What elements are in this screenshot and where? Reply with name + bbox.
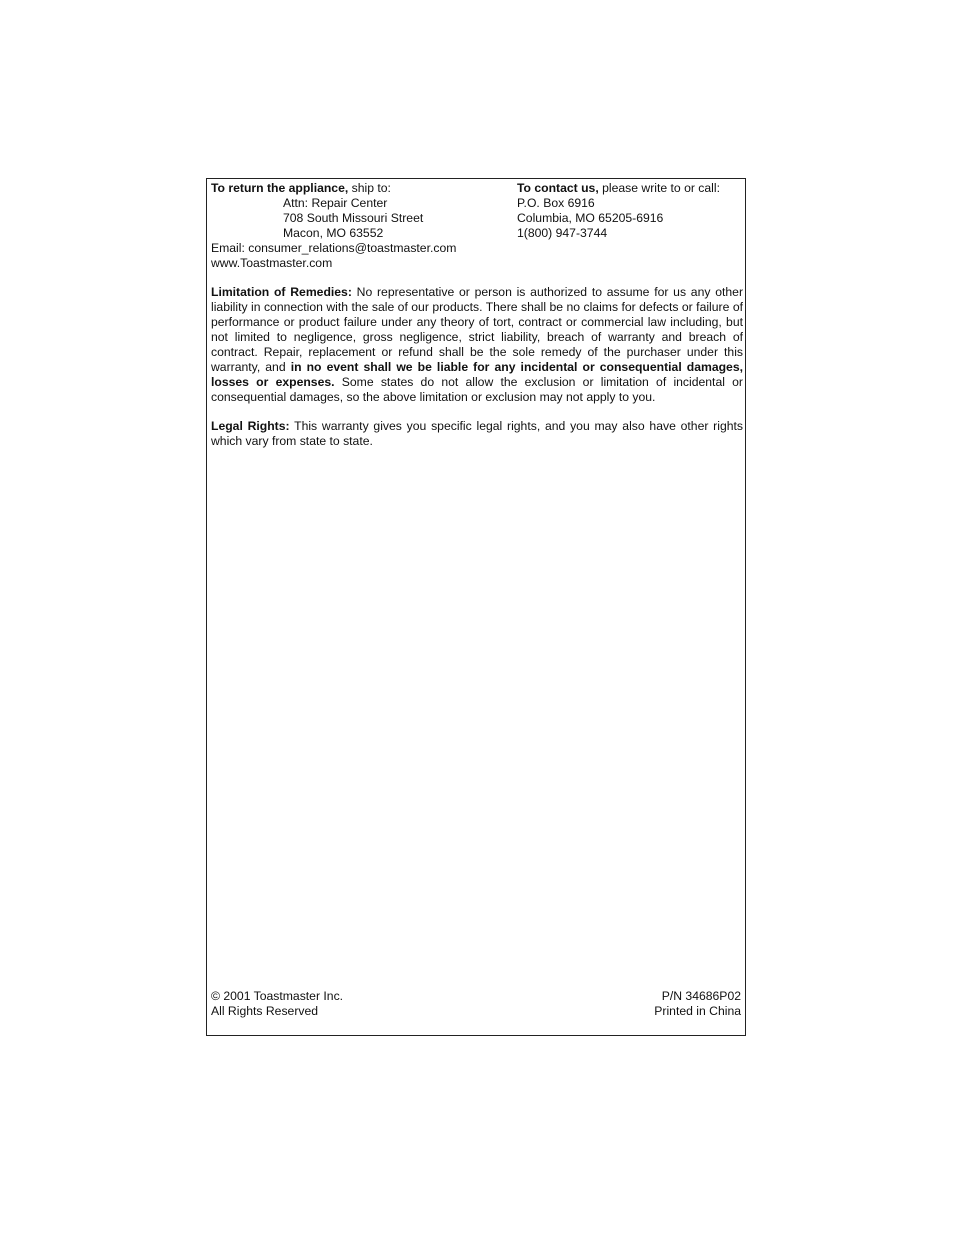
limitation-bold-text: in no event shall we be liable for any incidental or consequential damages, losses or expenses. — [211, 360, 744, 389]
return-address-line-2: 708 South Missouri Street — [283, 211, 424, 225]
all-rights-reserved: All Rights Reserved — [211, 1004, 319, 1018]
limitation-text-2: Some states do not allow the exclusion or limitation of incidental or consequential damages, so the above limitation or exclusion may not apply to you. — [211, 375, 743, 404]
return-website: www.Toastmaster.com — [211, 256, 333, 270]
return-address-line-1: Attn: Repair Center — [283, 196, 388, 210]
return-heading-line — [211, 181, 517, 196]
contact-line-2: Columbia, MO 65205-6916 — [517, 211, 664, 225]
address-columns — [211, 181, 743, 271]
limitation-paragraph — [211, 285, 743, 405]
return-email: Email: consumer_relations@toastmaster.com — [211, 241, 457, 255]
legal-rights-paragraph — [211, 419, 743, 449]
contact-line-1: P.O. Box 6916 — [517, 196, 595, 210]
return-address-line-3: Macon, MO 63552 — [283, 226, 384, 240]
footer-right — [654, 989, 741, 1019]
part-number: P/N 34686P02 — [661, 989, 741, 1003]
limitation-text-1: No representative or person is authorized to assume for us any other liability in connection with the sale of our products. There shall be no claims for defects or failure of performance or product failure under any theory of tort, contract or commercial law including, but not limited to negligence, gross negligence, strict liability, breach of warranty and breach of contract. Repair, replacement or refund shall be the sole remedy of the purchaser under this warranty, and — [211, 285, 744, 374]
return-section — [211, 181, 517, 271]
contact-heading: To contact us, — [517, 181, 599, 195]
footer — [211, 989, 741, 1019]
warranty-panel — [206, 178, 746, 1036]
legal-rights-heading: Legal Rights: — [211, 419, 290, 433]
printed-in: Printed in China — [654, 1004, 741, 1018]
return-heading: To return the appliance, — [211, 181, 349, 195]
footer-left — [211, 989, 343, 1019]
contact-line-3: 1(800) 947-3744 — [517, 226, 608, 240]
contact-heading-rest: please write to or call: — [598, 181, 720, 195]
contact-heading-line — [517, 181, 743, 196]
return-heading-rest: ship to: — [348, 181, 391, 195]
warranty-content — [211, 181, 743, 449]
copyright: © 2001 Toastmaster Inc. — [211, 989, 344, 1003]
legal-rights-text: This warranty gives you specific legal rights, and you may also have other rights which vary from state to state. — [211, 419, 743, 448]
contact-section — [517, 181, 743, 271]
limitation-heading: Limitation of Remedies: — [211, 285, 352, 299]
